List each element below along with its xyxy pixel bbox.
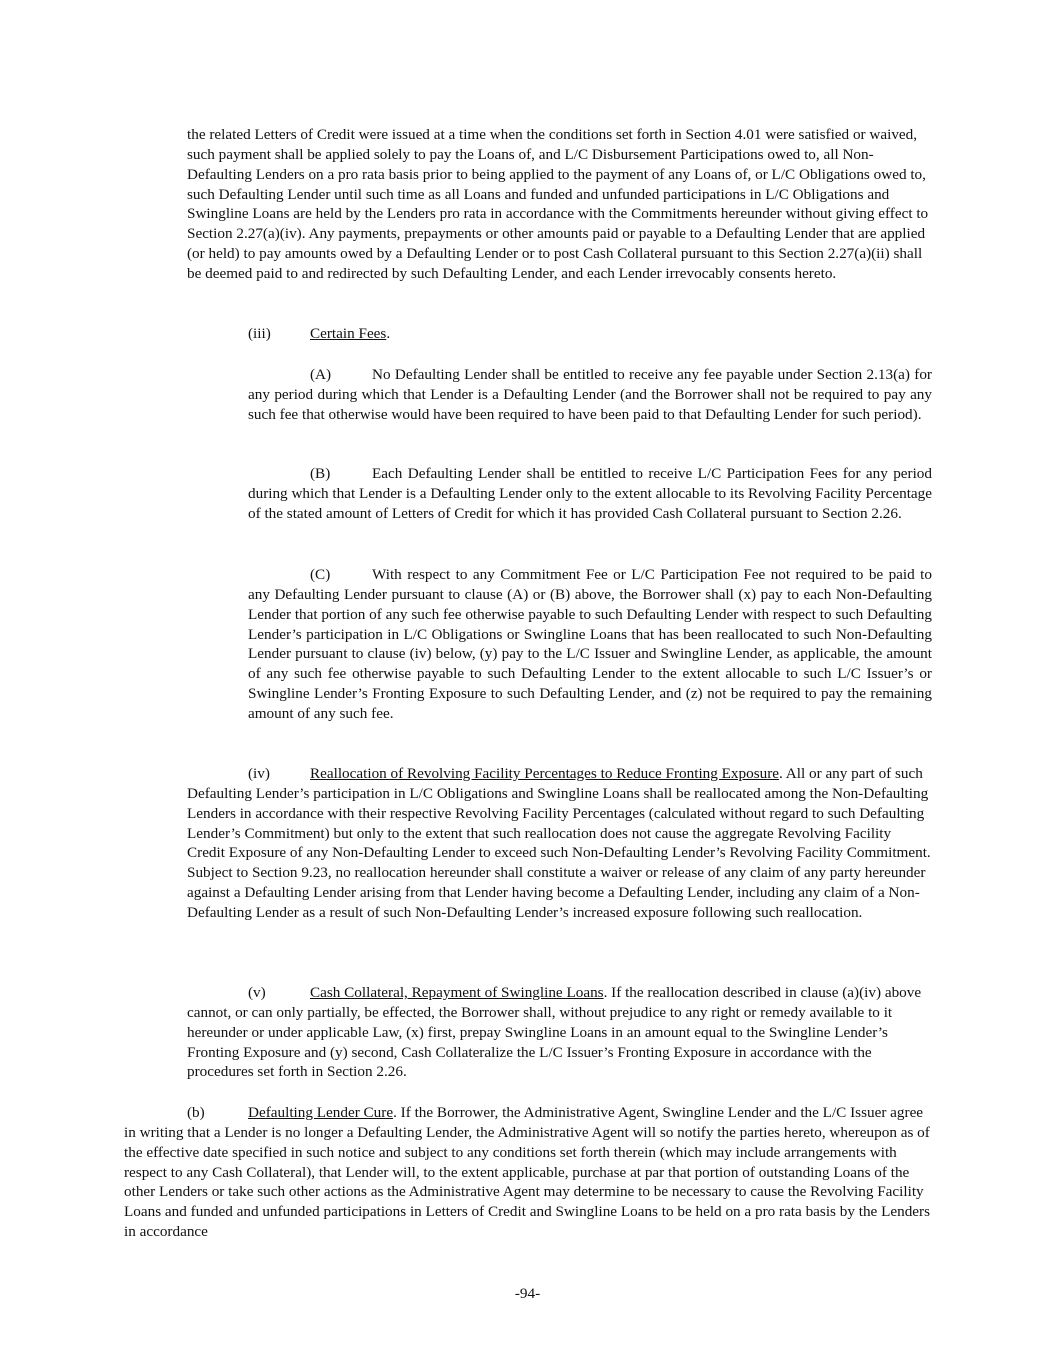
clause-v-text: . If the reallocation described in clause (a)(iv) above cannot, or can only partially, be effected, the Borrower shall, without prejudice to any right or remedy available to it hereunder or under applicable Law, (x) first, prepay Swingline Loans in an amount equal to the Swingline Lender’s Fronting Exposure and (y) second, Cash Collateralize the L/C Issuer’s Fronting Exposure in accordance with the procedures set forth in Section 2.26. <box>187 984 922 1081</box>
subclause-c <box>248 565 932 724</box>
clause-number-b: (B) <box>310 465 331 482</box>
heading-iii-period: . <box>386 325 391 342</box>
clause-v <box>187 983 932 1082</box>
subclause-a <box>248 365 932 425</box>
clause-number-iv: (iv) <box>248 765 270 782</box>
clause-b-cure-title: Defaulting Lender Cure <box>248 1104 394 1121</box>
clause-number-v: (v) <box>248 984 266 1001</box>
heading-iii <box>248 324 932 344</box>
clause-iv <box>187 764 932 923</box>
clause-number-c: (C) <box>310 566 331 583</box>
clause-number-b-cure: (b) <box>187 1104 205 1121</box>
paragraph-intro: the related Letters of Credit were issued at a time when the conditions set forth in Section 4.01 were satisfied or waived, such payment shall be applied solely to pay the Loans of, and L/C Disbursement Participations owed to, all Non-Defaulting Lenders on a pro rata basis prior to being applied to the payment of any Loans of, or L/C Obligations owed to, such Defaulting Lender until such time as all Loans and funded and unfunded participations in L/C Obligations and Swingline Loans are held by the Lenders pro rata in accordance with the Commitments hereunder without giving effect to Section 2.27(a)(iv). Any payments, prepayments or other amounts paid or payable to a Defaulting Lender that are applied (or held) to pay amounts owed by a Defaulting Lender or to post Cash Collateral pursuant to this Section 2.27(a)(ii) shall be deemed paid to and redirected by such Defaulting Lender, and each Lender irrevocably consents hereto. <box>187 126 929 282</box>
clause-v-title: Cash Collateral, Repayment of Swingline Loans <box>310 984 604 1001</box>
clause-iv-text: . All or any part of such Defaulting Lender’s participation in L/C Obligations and Swingline Loans shall be reallocated among the Non-Defaulting Lenders in accordance with their respective Revolving Facility Percentages (calculated without regard to such Defaulting Lender’s Commitment) but only to the extent that such reallocation does not cause the aggregate Revolving Facility Credit Exposure of any Non-Defaulting Lender to exceed such Non-Defaulting Lender’s Revolving Facility Commitment. Subject to Section 9.23, no reallocation hereunder shall constitute a waiver or release of any claim of any party hereunder against a Defaulting Lender arising from that Lender having become a Defaulting Lender, including any claim of a Non-Defaulting Lender as a result of such Non-Defaulting Lender’s increased exposure following such reallocation. <box>187 765 931 921</box>
clause-b-cure-text: . If the Borrower, the Administrative Agent, Swingline Lender and the L/C Issuer agree in writing that a Lender is no longer a Defaulting Lender, the Administrative Agent will so notify the parties hereto, whereupon as of the effective date specified in such notice and subject to any conditions set forth therein (which may include arrangements with respect to any Cash Collateral), that Lender will, to the extent applicable, purchase at par that portion of outstanding Loans of the other Lenders or take such other actions as the Administrative Agent may determine to be necessary to cause the Revolving Facility Loans and funded and unfunded participations in Letters of Credit and Swingline Loans to be held on a pro rata basis by the Lenders in accordance <box>124 1104 930 1241</box>
heading-iii-title: Certain Fees <box>310 325 387 342</box>
page-number: -94- <box>514 1285 541 1302</box>
subclause-b <box>248 464 932 524</box>
subclause-c-text: With respect to any Commitment Fee or L/C Participation Fee not required to be paid to any Defaulting Lender pursuant to clause (A) or (B) above, the Borrower shall (x) pay to each Non-Defaulting Lender that portion of any such fee otherwise payable to such Defaulting Lender with respect to such Defaulting Lender’s participation in L/C Obligations or Swingline Loans that has been reallocated to such Non-Defaulting Lender pursuant to clause (iv) below, (y) pay to the L/C Issuer and Swingline Lender, as applicable, the amount of any such fee otherwise payable to such Defaulting Lender to the extent allocable to such L/C Issuer’s or Swingline Lender’s Fronting Exposure to such Defaulting Lender, and (z) not be required to pay the remaining amount of any such fee. <box>248 566 932 722</box>
subclause-b-text: Each Defaulting Lender shall be entitled to receive L/C Participation Fees for any period during which that Lender is a Defaulting Lender only to the extent allocable to its Revolving Facility Percentage of the stated amount of Letters of Credit for which it has provided Cash Collateral pursuant to Section 2.26. <box>248 465 932 522</box>
clause-number-iii: (iii) <box>248 325 271 342</box>
clause-b-cure <box>124 1103 932 1242</box>
clause-number-a: (A) <box>310 366 332 383</box>
clause-iv-title: Reallocation of Revolving Facility Percentages to Reduce Fronting Exposure <box>310 765 780 782</box>
subclause-a-text: No Defaulting Lender shall be entitled to receive any fee payable under Section 2.13(a) for any period during which that Lender is a Defaulting Lender (and the Borrower shall not be required to pay any such fee that otherwise would have been required to have been paid to that Defaulting Lender for such period). <box>248 366 932 423</box>
